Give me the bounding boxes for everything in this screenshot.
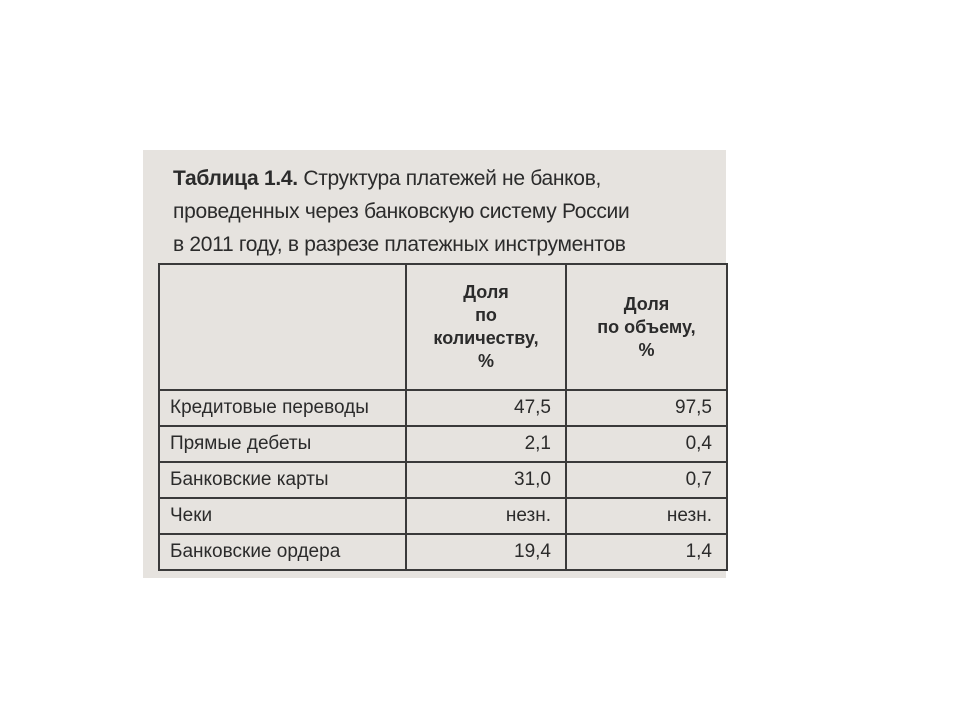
header-count-line: Доля <box>463 282 509 302</box>
header-count-line: по <box>475 305 497 325</box>
header-volume-line: Доля <box>623 293 670 314</box>
caption-line-2: проведенных через банковскую систему России <box>173 200 630 223</box>
header-count-share <box>406 264 566 390</box>
caption-label: Таблица 1.4. <box>173 167 298 190</box>
count-share-value: 47,5 <box>406 390 566 426</box>
volume-share-value: незн. <box>566 498 727 534</box>
count-share-value: 2,1 <box>406 426 566 462</box>
caption-line-1 <box>173 162 721 195</box>
row-label: Кредитовые переводы <box>159 390 406 426</box>
volume-share-value: 0,4 <box>566 426 727 462</box>
table-row <box>159 462 727 498</box>
volume-share-value: 0,7 <box>566 462 727 498</box>
table-figure <box>143 150 726 578</box>
count-share-value: 19,4 <box>406 534 566 570</box>
row-label: Чеки <box>159 498 406 534</box>
caption-text: Структура платежей не банков, <box>297 167 602 190</box>
table-header-row <box>159 264 727 390</box>
row-label: Банковские карты <box>159 462 406 498</box>
table-row <box>159 390 727 426</box>
count-share-value: 31,0 <box>406 462 566 498</box>
header-volume-line: % <box>638 339 655 360</box>
caption-line-3: в 2011 году, в разрезе платежных инструментов <box>173 233 626 256</box>
header-volume-share <box>566 264 727 390</box>
table-row <box>159 498 727 534</box>
row-label: Банковские ордера <box>159 534 406 570</box>
header-empty-cell <box>159 264 406 390</box>
payments-structure-table <box>158 263 728 571</box>
table-row <box>159 534 727 570</box>
header-count-line: % <box>477 351 494 371</box>
header-count-line: количеству, <box>433 328 539 348</box>
volume-share-value: 97,5 <box>566 390 727 426</box>
table-row <box>159 426 727 462</box>
row-label: Прямые дебеты <box>159 426 406 462</box>
header-volume-line: по объему, <box>597 316 696 337</box>
count-share-value: незн. <box>406 498 566 534</box>
volume-share-value: 1,4 <box>566 534 727 570</box>
table-caption <box>173 162 721 261</box>
